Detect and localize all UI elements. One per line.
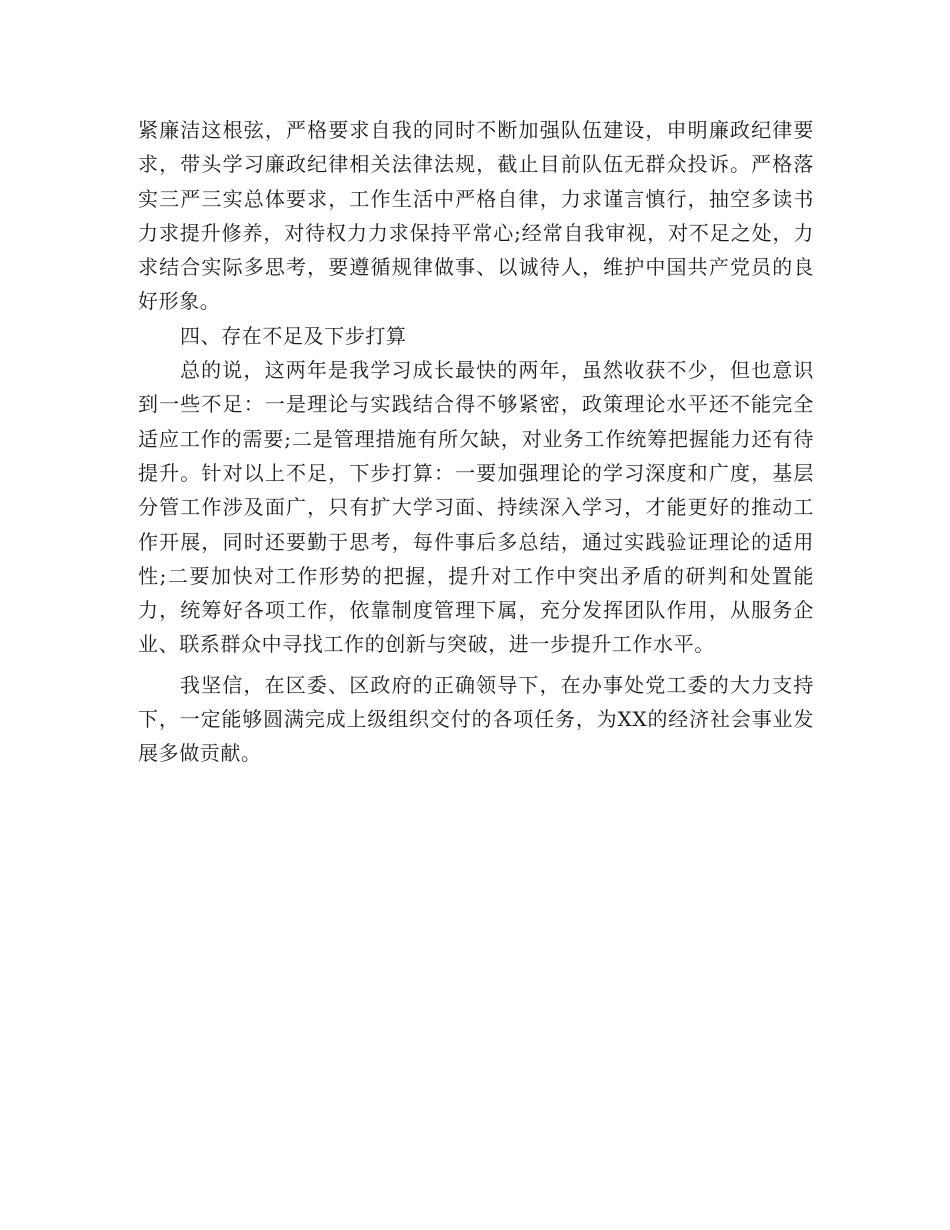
- shortcomings-paragraph: 总的说，这两年是我学习成长最快的两年，虽然收获不少，但也意识到一些不足：一是理论与实践结合得不够紧密，政策理论水平还不能完全适应工作的需要;二是管理措施有所欠缺，对业务工作统筹把握能力还有待提升。针对以上不足，下步打算：一要加强理论的学习深度和广度，基层分管工作涉及面广，只有扩大学习面、持续深入学习，才能更好的推动工作开展，同时还要勤于思考，每件事后多总结，通过实践验证理论的适用性;二要加快对工作形势的把握，提升对工作中突出矛盾的研判和处置能力，统筹好各项工作，依靠制度管理下属，充分发挥团队作用，从服务企业、联系群众中寻找工作的创新与突破，进一步提升工作水平。: [138, 358, 815, 657]
- continuation-paragraph: 紧廉洁这根弦，严格要求自我的同时不断加强队伍建设，申明廉政纪律要求，带头学习廉政纪律相关法律法规，截止目前队伍无群众投诉。严格落实三严三实总体要求，工作生活中严格自律，力求谨言慎行，抽空多读书力求提升修养，对待权力力求保持平常心;经常自我审视，对不足之处，力求结合实际多思考，要遵循规律做事、以诚待人，维护中国共产党员的良好形象。: [138, 118, 814, 314]
- section-heading: 四、存在不足及下步打算: [180, 323, 407, 348]
- document-body: [138, 113, 814, 771]
- conclusion-paragraph: 我坚信，在区委、区政府的正确领导下，在办事处党工委的大力支持下，一定能够圆满完成上级组织交付的各项任务，为XX的经济社会事业发展多做贡献。: [138, 672, 814, 766]
